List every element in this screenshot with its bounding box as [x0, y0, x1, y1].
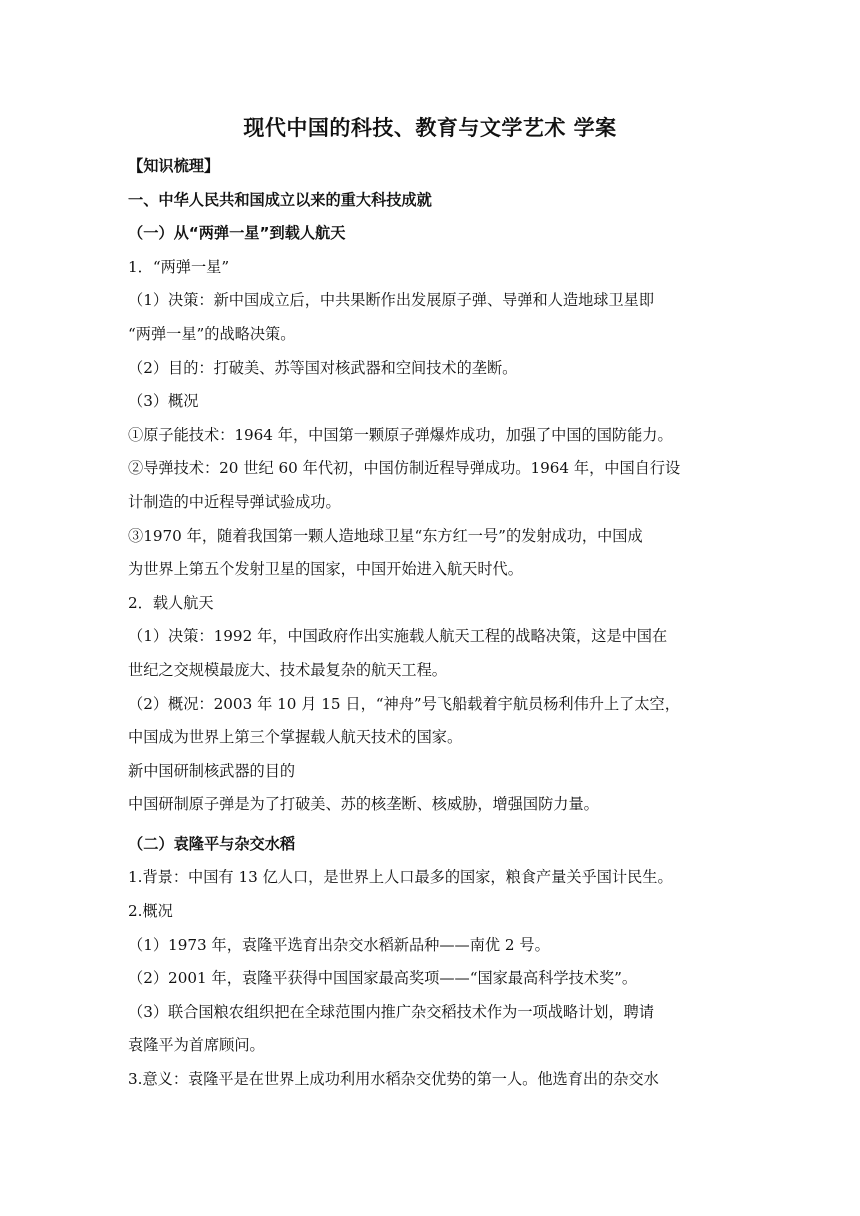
text-line: （3）概况 — [128, 392, 199, 411]
text-line: 2.概况 — [128, 902, 173, 921]
text-line: （3）联合国粮农组织把在全球范围内推广杂交稻技术作为一项战略计划，聘请 — [128, 1002, 655, 1021]
text-line: 2．载人航天 — [128, 593, 214, 612]
section-heading: （一）从“两弹一星”到载人航天 — [128, 224, 346, 243]
text-line: 1．“两弹一星” — [128, 257, 230, 276]
text-line: （1）决策：1992 年，中国政府作出实施载人航天工程的战略决策，这是中国在 — [128, 627, 668, 646]
text-line: ②导弹技术：20 世纪 60 年代初，中国仿制近程导弹成功。1964 年，中国自行设 — [128, 459, 681, 478]
text-line: ③1970 年，随着我国第一颗人造地球卫星“东方红一号”的发射成功，中国成 — [128, 526, 643, 545]
text-line: （1）决策：新中国成立后，中共果断作出发展原子弹、导弹和人造地球卫星即 — [128, 291, 655, 310]
text-line: 中国成为世界上第三个掌握载人航天技术的国家。 — [128, 728, 463, 747]
text-line: （1）1973 年，袁隆平选育出杂交水稻新品种——南优 2 号。 — [128, 935, 550, 954]
text-line: 为世界上第五个发射卫星的国家，中国开始进入航天时代。 — [128, 560, 523, 579]
text-line: 新中国研制核武器的目的 — [128, 761, 296, 780]
section-heading: 【知识梳理】 — [128, 157, 220, 175]
section-heading: 一、中华人民共和国成立以来的重大科技成就 — [128, 190, 432, 209]
section-heading: （二）袁隆平与杂交水稻 — [128, 834, 296, 853]
text-line: （2）目的：打破美、苏等国对核武器和空间技术的垄断。 — [128, 358, 518, 377]
text-line: 中国研制原子弹是为了打破美、苏的核垄断、核威胁，增强国防力量。 — [128, 795, 599, 814]
text-line: （2）概况：2003 年 10 月 15 日，“神舟”号飞船载着宇航员杨利伟升上了太空， — [128, 694, 680, 713]
text-line: 袁隆平为首席顾问。 — [128, 1036, 265, 1055]
document-title: 现代中国的科技、教育与文学艺术 学案 — [243, 116, 617, 140]
text-line: 世纪之交规模最庞大、技术最复杂的航天工程。 — [128, 660, 447, 679]
text-line: 计制造的中近程导弹试验成功。 — [128, 492, 341, 511]
text-line: ①原子能技术：1964 年，中国第一颗原子弹爆炸成功，加强了中国的国防能力。 — [128, 425, 673, 444]
text-line: “两弹一星”的战略决策。 — [128, 324, 296, 343]
text-line: 1.背景：中国有 13 亿人口，是世界上人口最多的国家，粮食产量关乎国计民生。 — [128, 868, 673, 887]
text-line: （2）2001 年，袁隆平获得中国国家最高奖项——“国家最高科学技术奖”。 — [128, 969, 638, 988]
document-body — [128, 150, 734, 1097]
text-line: 3.意义：袁隆平是在世界上成功利用水稻杂交优势的第一人。他选育出的杂交水 — [128, 1070, 659, 1089]
